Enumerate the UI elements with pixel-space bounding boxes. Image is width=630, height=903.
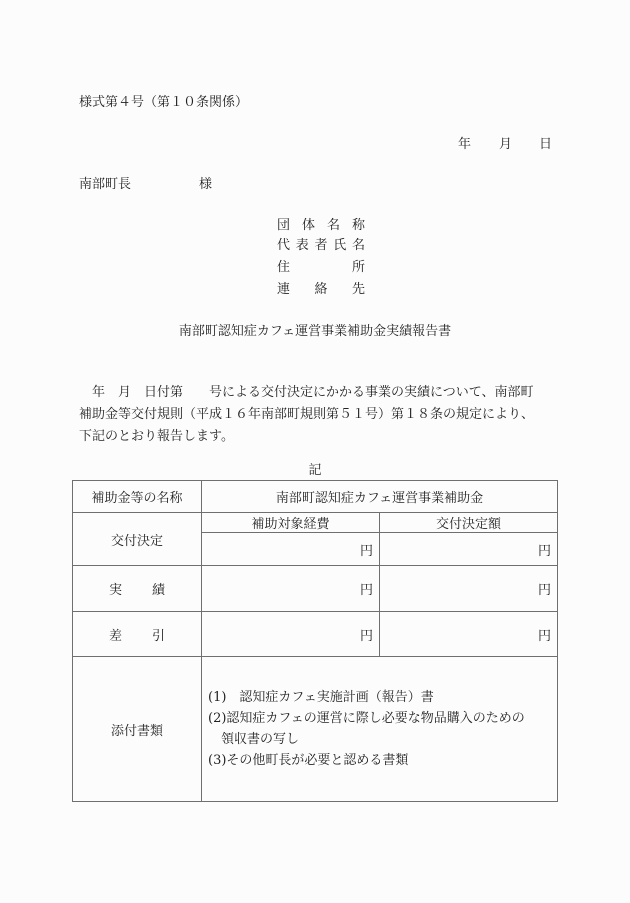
char: 名 bbox=[351, 238, 365, 253]
date-day-label: 日 bbox=[539, 137, 553, 152]
decision-eligible-cost-field[interactable]: 円 bbox=[202, 533, 380, 566]
char: 績 bbox=[151, 583, 165, 598]
applicant-contact-label bbox=[277, 283, 365, 296]
char: 絡 bbox=[314, 282, 328, 297]
col-header-eligible-cost: 補助対象経費 bbox=[202, 513, 380, 533]
applicant-address-label bbox=[277, 261, 365, 274]
difference-amount-field[interactable]: 円 bbox=[380, 612, 558, 657]
difference-eligible-cost-field[interactable]: 円 bbox=[202, 612, 380, 657]
attachments-label: 添付書類 bbox=[73, 657, 202, 802]
subsidy-name-label: 補助金等の名称 bbox=[73, 481, 202, 513]
char: 表 bbox=[295, 238, 309, 253]
honorific: 様 bbox=[199, 177, 213, 192]
ki-heading: 記 bbox=[308, 463, 322, 478]
char: 者 bbox=[314, 238, 328, 253]
attachment-item-continued: 領収書の写し bbox=[221, 732, 300, 747]
char: 代 bbox=[277, 238, 291, 253]
decision-amount-field[interactable]: 円 bbox=[380, 533, 558, 566]
body-line: 補助金等交付規則（平成１６年南部町規則第５１号）第１８条の規定により、 bbox=[79, 407, 535, 422]
char: 団 bbox=[277, 218, 291, 233]
addressee: 南部町長 bbox=[79, 177, 132, 192]
actual-label bbox=[73, 566, 202, 612]
table-row-difference bbox=[73, 612, 558, 657]
attachments-list bbox=[202, 657, 558, 802]
document-title: 南部町認知症カフェ運営事業補助金実績報告書 bbox=[178, 324, 452, 339]
char: 差 bbox=[109, 628, 123, 644]
attachment-item: (1) 認知症カフェ実施計画（報告）書 bbox=[208, 690, 434, 705]
char: 称 bbox=[351, 218, 365, 233]
table-row-attachments bbox=[73, 657, 558, 802]
char: 所 bbox=[351, 260, 365, 275]
difference-label bbox=[73, 612, 202, 657]
attachment-item: (3)その他町長が必要と認める書類 bbox=[208, 753, 409, 768]
table-row-decision-header bbox=[73, 513, 558, 533]
char: 引 bbox=[151, 628, 165, 644]
applicant-representative-label bbox=[277, 239, 365, 252]
char: 氏 bbox=[333, 238, 347, 253]
form-number: 様式第４号（第１０条関係） bbox=[79, 95, 249, 110]
report-table bbox=[72, 480, 558, 802]
actual-eligible-cost-field[interactable]: 円 bbox=[202, 566, 380, 612]
char: 体 bbox=[301, 218, 315, 233]
col-header-decision-amount: 交付決定額 bbox=[380, 513, 558, 533]
subsidy-name-value: 南部町認知症カフェ運営事業補助金 bbox=[202, 481, 558, 513]
actual-amount-field[interactable]: 円 bbox=[380, 566, 558, 612]
char: 名 bbox=[326, 218, 340, 233]
date-month-label: 月 bbox=[499, 137, 513, 152]
table-row-actual bbox=[73, 566, 558, 612]
char: 実 bbox=[109, 583, 123, 598]
applicant-org-name-label bbox=[277, 219, 365, 232]
char: 住 bbox=[277, 260, 291, 275]
date-year-label: 年 bbox=[458, 137, 472, 152]
attachment-item: (2)認知症カフェの運営に際し必要な物品購入のための bbox=[208, 711, 525, 726]
char: 連 bbox=[277, 282, 291, 297]
decision-label: 交付決定 bbox=[73, 513, 202, 566]
char: 先 bbox=[351, 282, 365, 297]
body-paragraph bbox=[79, 382, 559, 448]
body-line: 年 月 日付第 号による交付決定にかかる事業の実績について、南部町 bbox=[79, 385, 534, 400]
table-row-subsidy-name bbox=[73, 481, 558, 513]
body-line: 下記のとおり報告します。 bbox=[79, 429, 234, 444]
